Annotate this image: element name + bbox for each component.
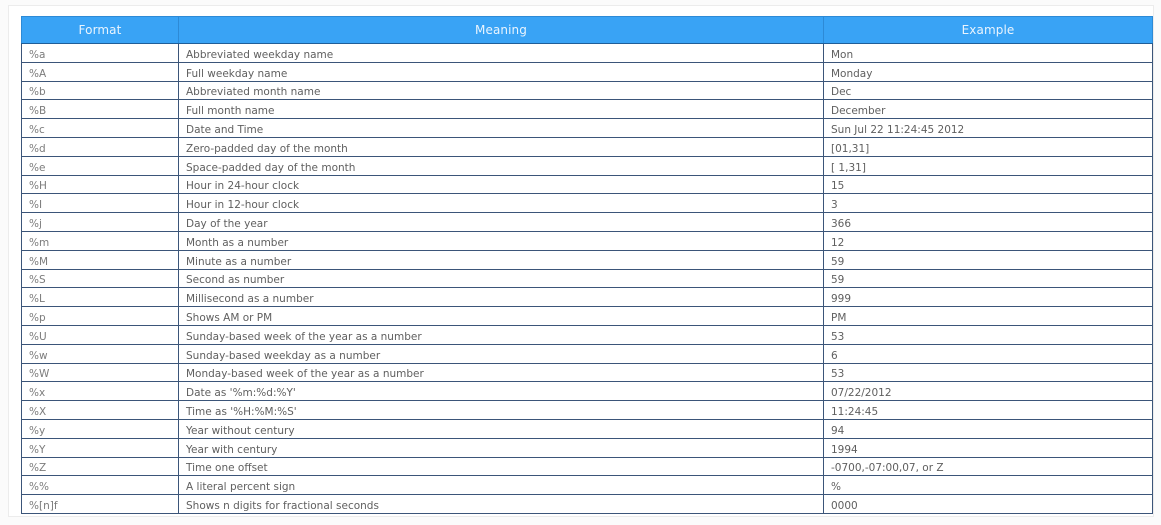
meaning-cell: Shows n digits for fractional seconds (179, 495, 824, 514)
example-cell: Mon (824, 44, 1153, 63)
format-cell: %Y (22, 438, 179, 457)
meaning-cell: Shows AM or PM (179, 307, 824, 326)
example-cell: Monday (824, 62, 1153, 81)
meaning-cell: A literal percent sign (179, 476, 824, 495)
table-row (22, 44, 1153, 63)
table-row (22, 213, 1153, 232)
table-row (22, 419, 1153, 438)
format-specifier-table (21, 16, 1153, 514)
format-cell: %W (22, 363, 179, 382)
example-cell: 999 (824, 288, 1153, 307)
format-cell: %% (22, 476, 179, 495)
format-cell: %d (22, 137, 179, 156)
example-cell: 53 (824, 325, 1153, 344)
table-row (22, 457, 1153, 476)
format-cell: %[n]f (22, 495, 179, 514)
meaning-cell: Date and Time (179, 119, 824, 138)
format-cell: %L (22, 288, 179, 307)
meaning-cell: Hour in 12-hour clock (179, 194, 824, 213)
example-cell: 07/22/2012 (824, 382, 1153, 401)
format-cell: %c (22, 119, 179, 138)
meaning-cell: Full month name (179, 100, 824, 119)
format-cell: %M (22, 250, 179, 269)
table-row (22, 250, 1153, 269)
example-cell: 53 (824, 363, 1153, 382)
example-cell: 366 (824, 213, 1153, 232)
table-row (22, 231, 1153, 250)
example-cell: 12 (824, 231, 1153, 250)
example-cell: 59 (824, 250, 1153, 269)
example-cell: 15 (824, 175, 1153, 194)
table-row (22, 62, 1153, 81)
example-cell: Sun Jul 22 11:24:45 2012 (824, 119, 1153, 138)
table-row (22, 137, 1153, 156)
format-cell: %a (22, 44, 179, 63)
format-cell: %b (22, 81, 179, 100)
meaning-cell: Abbreviated weekday name (179, 44, 824, 63)
format-cell: %x (22, 382, 179, 401)
format-cell: %j (22, 213, 179, 232)
table-row (22, 363, 1153, 382)
table-row (22, 194, 1153, 213)
table-row (22, 81, 1153, 100)
meaning-cell: Sunday-based week of the year as a number (179, 325, 824, 344)
content-card (8, 5, 1154, 517)
format-cell: %U (22, 325, 179, 344)
table-row (22, 382, 1153, 401)
table-row (22, 269, 1153, 288)
format-cell: %B (22, 100, 179, 119)
meaning-cell: Minute as a number (179, 250, 824, 269)
format-cell: %X (22, 401, 179, 420)
table-row (22, 495, 1153, 514)
example-cell: Dec (824, 81, 1153, 100)
meaning-cell: Abbreviated month name (179, 81, 824, 100)
example-cell: 3 (824, 194, 1153, 213)
example-cell: PM (824, 307, 1153, 326)
meaning-cell: Millisecond as a number (179, 288, 824, 307)
format-cell: %I (22, 194, 179, 213)
table-row (22, 119, 1153, 138)
table-row (22, 476, 1153, 495)
column-header-format: Format (22, 17, 179, 44)
example-cell: 0000 (824, 495, 1153, 514)
table-row (22, 325, 1153, 344)
table-body (22, 44, 1153, 514)
example-cell: 11:24:45 (824, 401, 1153, 420)
example-cell: 94 (824, 419, 1153, 438)
table-header (22, 17, 1153, 44)
example-cell: [01,31] (824, 137, 1153, 156)
format-cell: %p (22, 307, 179, 326)
table-row (22, 288, 1153, 307)
example-cell: 6 (824, 344, 1153, 363)
table-row (22, 344, 1153, 363)
meaning-cell: Sunday-based weekday as a number (179, 344, 824, 363)
format-cell: %y (22, 419, 179, 438)
format-cell: %A (22, 62, 179, 81)
table-row (22, 175, 1153, 194)
meaning-cell: Time as '%H:%M:%S' (179, 401, 824, 420)
meaning-cell: Day of the year (179, 213, 824, 232)
table-row (22, 438, 1153, 457)
format-cell: %w (22, 344, 179, 363)
format-cell: %S (22, 269, 179, 288)
meaning-cell: Month as a number (179, 231, 824, 250)
meaning-cell: Zero-padded day of the month (179, 137, 824, 156)
example-cell: December (824, 100, 1153, 119)
format-cell: %Z (22, 457, 179, 476)
table-row (22, 156, 1153, 175)
example-cell: -0700,-07:00,07, or Z (824, 457, 1153, 476)
format-cell: %e (22, 156, 179, 175)
meaning-cell: Year without century (179, 419, 824, 438)
example-cell: 59 (824, 269, 1153, 288)
table-row (22, 401, 1153, 420)
meaning-cell: Space-padded day of the month (179, 156, 824, 175)
format-cell: %H (22, 175, 179, 194)
meaning-cell: Year with century (179, 438, 824, 457)
meaning-cell: Date as '%m:%d:%Y' (179, 382, 824, 401)
table-row (22, 100, 1153, 119)
example-cell: % (824, 476, 1153, 495)
table-row (22, 307, 1153, 326)
meaning-cell: Second as number (179, 269, 824, 288)
meaning-cell: Hour in 24-hour clock (179, 175, 824, 194)
column-header-meaning: Meaning (179, 17, 824, 44)
meaning-cell: Time one offset (179, 457, 824, 476)
column-header-example: Example (824, 17, 1153, 44)
example-cell: 1994 (824, 438, 1153, 457)
format-cell: %m (22, 231, 179, 250)
meaning-cell: Monday-based week of the year as a number (179, 363, 824, 382)
example-cell: [ 1,31] (824, 156, 1153, 175)
header-row (22, 17, 1153, 44)
meaning-cell: Full weekday name (179, 62, 824, 81)
